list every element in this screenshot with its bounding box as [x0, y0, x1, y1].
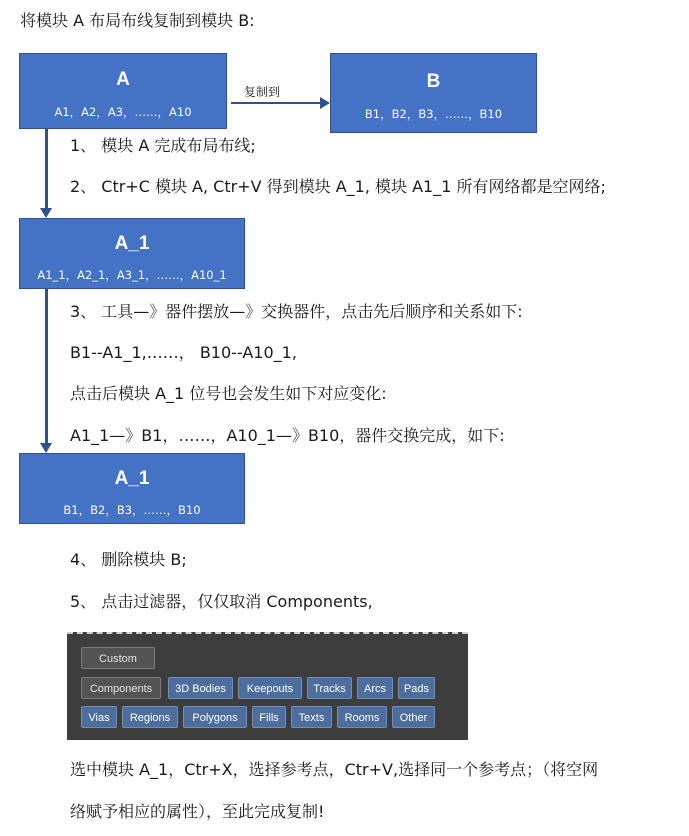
block-a1-result-items: B1，B2，B3，……，B10 [63, 503, 201, 517]
block-b [330, 53, 537, 133]
arrow-down-icon [40, 443, 52, 453]
filter-pads-button[interactable]: Pads [398, 677, 435, 699]
step-3: 3、 工具—》器件摆放—》交换器件，点击先后顺序和关系如下: [70, 302, 523, 321]
change-note: 点击后模块 A_1 位号也会发生如下对应变化: [70, 384, 387, 403]
block-b-items: B1，B2，B3，……，B10 [364, 107, 503, 121]
filter-vias-button[interactable]: Vias [81, 706, 117, 728]
arrow-right-icon [320, 97, 330, 109]
filter-arcs-button[interactable]: Arcs [357, 677, 393, 699]
arrow-down-icon [40, 208, 52, 218]
block-a [19, 53, 227, 129]
filter-custom-button[interactable]: Custom [81, 647, 155, 669]
copy-arrow-line [231, 102, 321, 104]
result-line: A1_1—》B1，……，A10_1—》B10，器件交换完成，如下: [70, 426, 505, 445]
filter-other-button[interactable]: Other [392, 706, 435, 728]
final-instruction-line-2: 络赋予相应的属性），至此完成复制! [70, 802, 325, 821]
page-heading: 将模块 A 布局布线复制到模块 B: [20, 11, 255, 30]
filter-regions-button[interactable]: Regions [122, 706, 178, 728]
filter-texts-button[interactable]: Texts [291, 706, 332, 728]
block-a-items: A1，A2，A3，……，A10 [54, 105, 192, 119]
block-a1-title: A_1 [114, 233, 150, 254]
filter-panel [67, 632, 468, 740]
block-a-title: A [116, 69, 130, 90]
flow-connector-2 [45, 289, 48, 444]
block-a1-result [19, 453, 245, 524]
filter-polygons-button[interactable]: Polygons [183, 706, 247, 728]
block-a1-result-title: A_1 [114, 468, 150, 489]
final-instruction-line-1: 选中模块 A_1，Ctr+X，选择参考点，Ctr+V,选择同一个参考点；（将空网 [70, 760, 599, 779]
filter-components-button[interactable]: Components [81, 677, 161, 699]
block-a1 [19, 218, 245, 289]
filter-fills-button[interactable]: Fills [252, 706, 286, 728]
filter-3d-bodies-button[interactable]: 3D Bodies [168, 677, 233, 699]
filter-tracks-button[interactable]: Tracks [307, 677, 352, 699]
flow-connector-1 [45, 129, 48, 209]
block-a1-items: A1_1，A2_1，A3_1，……，A10_1 [37, 268, 227, 282]
filter-keepouts-button[interactable]: Keepouts [238, 677, 302, 699]
swap-order: B1--A1_1,……， B10--A10_1, [70, 343, 297, 362]
step-4: 4、 删除模块 B; [70, 550, 187, 569]
copy-arrow-label: 复制到 [244, 85, 281, 99]
filter-rooms-button[interactable]: Rooms [337, 706, 387, 728]
block-b-title: B [426, 71, 441, 92]
step-2: 2、 Ctr+C 模块 A, Ctr+V 得到模块 A_1, 模块 A1_1 所有网络都是空网络; [70, 177, 606, 196]
step-1: 1、 模块 A 完成布局布线; [70, 136, 256, 155]
step-5: 5、 点击过滤器，仅仅取消 Components, [70, 592, 373, 611]
